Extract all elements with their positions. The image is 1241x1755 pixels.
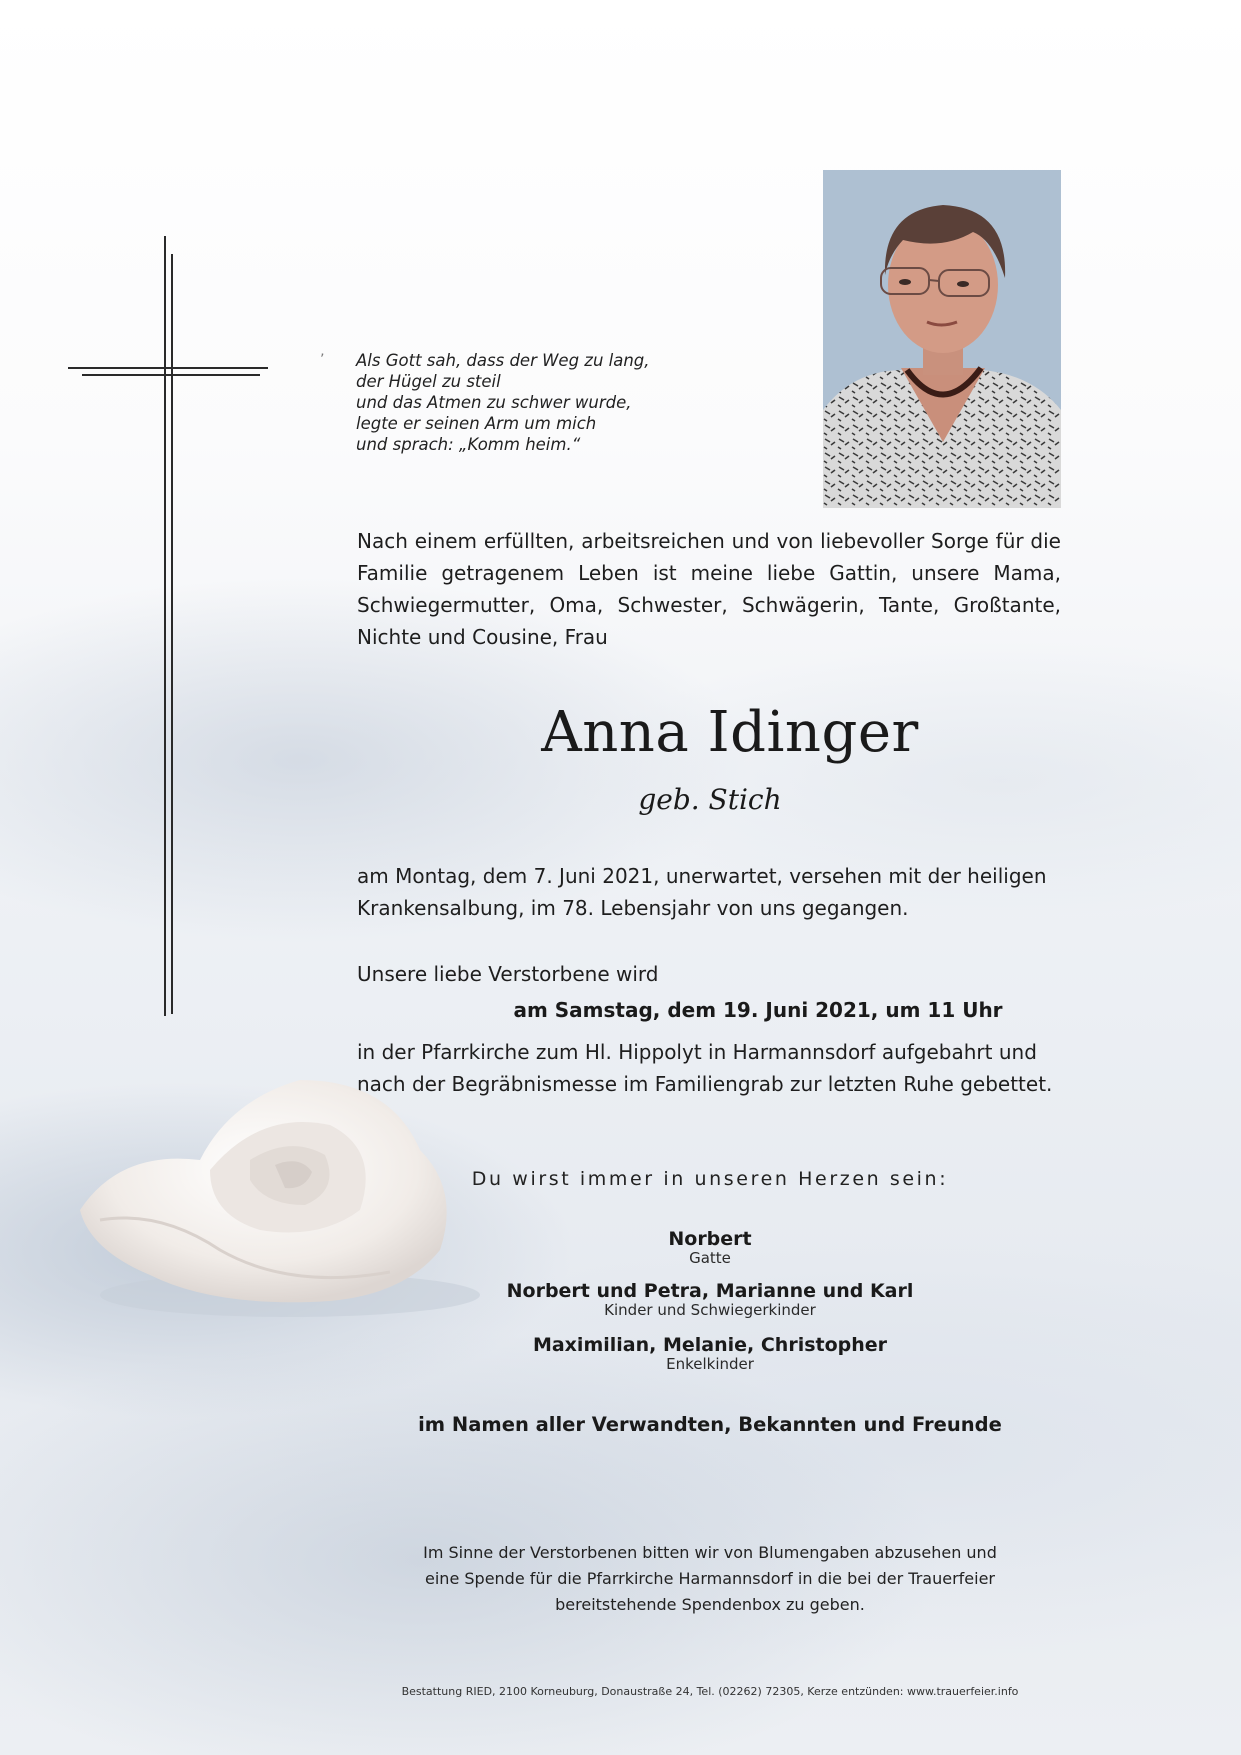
deceased-name: Anna Idinger [541,700,919,765]
relatives-line: im Namen aller Verwandten, Bekannten und Freunde [418,1413,1002,1436]
rose-image [60,1040,500,1340]
maiden-name: geb. Stich [638,783,782,816]
poem-line: Als Gott sah, dass der Weg zu lang, [356,351,650,370]
family-relation: Gatte [689,1249,731,1267]
family-names: Norbert [668,1228,752,1250]
family-group [460,1334,960,1373]
poem [356,350,736,455]
donation-line: eine Spende für die Pfarrkirche Harmannsdorf in die bei der Trauerfeier [425,1569,995,1588]
poem-line: der Hügel zu steil [356,372,501,391]
donation-line: bereitstehende Spendenbox zu geben. [555,1595,865,1614]
family-names: Maximilian, Melanie, Christopher [532,1334,888,1356]
family-relation: Enkelkinder [666,1355,754,1373]
death-notice: am Montag, dem 7. Juni 2021, unerwartet, versehen mit der heiligen Krankensalbung, im 78. Lebensjahr von uns gegangen. [357,864,1047,920]
funeral-date: am Samstag, dem 19. Juni 2021, um 11 Uhr [513,998,1003,1022]
family-relation: Kinder und Schwiegerkinder [604,1301,816,1319]
family-names: Norbert und Petra, Marianne und Karl [506,1280,914,1302]
funeral-intro: Unsere liebe Verstorbene wird [357,962,659,986]
poem-line: und sprach: „Komm heim.“ [356,435,581,454]
family-group [460,1228,960,1267]
family-group [460,1280,960,1319]
cross-icon [68,236,268,1016]
intro-text: Nach einem erfüllten, arbeitsreichen und von liebevoller Sorge für die Familie getragenem Leben ist meine liebe Gattin, unsere Mama, Schwiegermutter, Oma, Schwester, Schwägerin, Tante, Großtante, Nichte und Cousine, Frau [357,529,1061,649]
funeral-location: in der Pfarrkirche zum Hl. Hippolyt in Harmannsdorf aufgebahrt und nach der Begräbnismesse im Familiengrab zur letzten Ruhe gebettet. [357,1040,1053,1096]
funeral-home-footer: Bestattung RIED, 2100 Korneuburg, Donaustraße 24, Tel. (02262) 72305, Kerze entzünden: www.trauerfeier.info [401,1685,1019,1698]
hearts-line: Du wirst immer in unseren Herzen sein: [471,1168,949,1190]
donation-note [380,1540,1040,1618]
portrait-photo [823,170,1061,508]
poem-line: und das Atmen zu schwer wurde, [356,393,632,412]
poem-line: legte er seinen Arm um mich [356,414,597,433]
donation-line: Im Sinne der Verstorbenen bitten wir von Blumengaben abzusehen und [423,1543,997,1562]
quote-mark-icon: ’ [320,352,325,368]
